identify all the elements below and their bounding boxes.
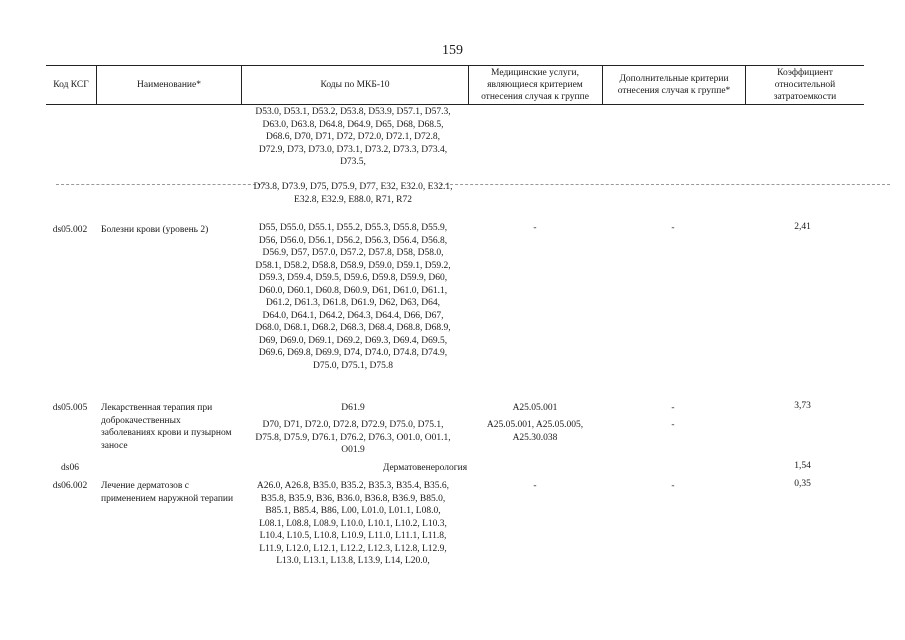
section-coef: 1,54 (794, 461, 811, 471)
row-icd-codes: D55, D55.0, D55.1, D55.2, D55.3, D55.8, D55.9, D56, D56.0, D56.1, D56.2, D56.3, D56.4, D56.8, D56.9, D57, D57.0, D57.2, D57.8, D58, D58.0, D58.1, D58.2, D58.8, D58.9, D59.0, D59.1, D59.2, D59.3, D59.4, D59.5, D59.6, D59.8, D59.9, D60, D60.0, D60.1, D60.8, D60.9, D61, D61.0, D61.1, D61.2, D61.3, D61.8, D61.9, D62, D63, D64, D64.0, D64.1, D64.2, D64.3, D64.4, D66, D67, D68.0, D68.1, D68.2, D68.3, D68.4, D68.8, D68.9, D69, D69.0, D69.1, D69.2, D69.3, D69.4, D69.5, D69.6, D69.8, D69.9, D74, D74.0, D74.8, D74.9, D75.0, D75.1, D75.8 (255, 223, 451, 371)
row-services-b: A25.05.001, A25.05.005, A25.30.038 (486, 420, 584, 443)
row-code: ds05.005 (52, 403, 88, 413)
section-title: Дерматовенерология (382, 463, 468, 473)
icd-codes-continued: D53.0, D53.1, D53.2, D53.8, D53.9, D57.1, D57.3, D63.0, D63.8, D64.8, D64.9, D65, D68, D68.5, D68.6, D70, D71, D72, D72.0, D72.1, D72.8, D72.9, D73, D73.0, D73.1, D73.2, D73.3, D73.4, D73.5, (255, 107, 451, 167)
header-divider (745, 66, 746, 104)
row-coef: 3,73 (794, 401, 811, 411)
row-name: Болезни крови (уровень 2) (101, 225, 209, 235)
row-services-a: A25.05.001 (512, 403, 558, 413)
row-icd-codes-b: D70, D71, D72.0, D72.8, D72.9, D75.0, D75.1, D75.8, D75.9, D76.1, D76.2, D76.3, O01.0, O01.1, O01.9 (255, 420, 451, 455)
row-extra: - (671, 481, 675, 491)
header-col-icd: Коды по МКБ-10 (320, 80, 390, 90)
row-coef: 2,41 (794, 222, 811, 232)
header-col-extra: Дополнительные критерии отнесения случая к группе* (617, 74, 731, 96)
header-bottom-rule (46, 104, 864, 105)
row-extra-b: - (671, 420, 675, 430)
header-divider (602, 66, 603, 104)
row-coef: 0,35 (794, 479, 811, 489)
row-name: Лекарственная терапия при доброкачественных заболеваниях крови и пузырном заносе (101, 403, 232, 451)
icd-codes-continued-2: D73.8, D73.9, D75, D75.9, D77, E32, E32.0, E32.1, E32.8, E32.9, E88.0, R71, R72 (253, 182, 453, 205)
row-services: - (533, 223, 537, 233)
header-col-services: Медицинские услуги, являющиеся критерием отнесения случая к группе (481, 68, 589, 102)
header-col-code: Код КСГ (53, 80, 89, 90)
header-col-name: Наименование* (137, 80, 201, 90)
row-name: Лечение дерматозов с применением наружной терапии (101, 481, 234, 504)
row-services: - (533, 481, 537, 491)
row-icd-codes-a: D61.9 (341, 403, 365, 413)
row-extra: - (671, 223, 675, 233)
scan-artifact-line (440, 184, 890, 185)
row-extra-a: - (671, 403, 675, 413)
header-divider (468, 66, 469, 104)
page-number: 159 (442, 43, 463, 58)
section-code: ds06 (61, 463, 79, 473)
row-code: ds06.002 (52, 481, 88, 491)
row-icd-codes: A26.0, A26.8, B35.0, B35.2, B35.3, B35.4, B35.6, B35.8, B35.9, B36, B36.0, B36.8, B36.9, B85.0, B85.1, B85.4, B86, L00, L01.0, L01.1, L08.0, L08.1, L08.8, L08.9, L10.0, L10.1, L10.2, L10.3, L10.4, L10.5, L10.8, L10.9, L11.0, L11.1, L11.8, L11.9, L12.0, L12.1, L12.2, L12.3, L12.8, L12.9, L13.0, L13.1, L13.8, L13.9, L14, L20.0, (256, 481, 450, 566)
row-code: ds05.002 (52, 225, 88, 235)
header-col-coef: Коэффициент относительной затратоемкости (773, 68, 837, 102)
scan-artifact-line (56, 184, 266, 185)
